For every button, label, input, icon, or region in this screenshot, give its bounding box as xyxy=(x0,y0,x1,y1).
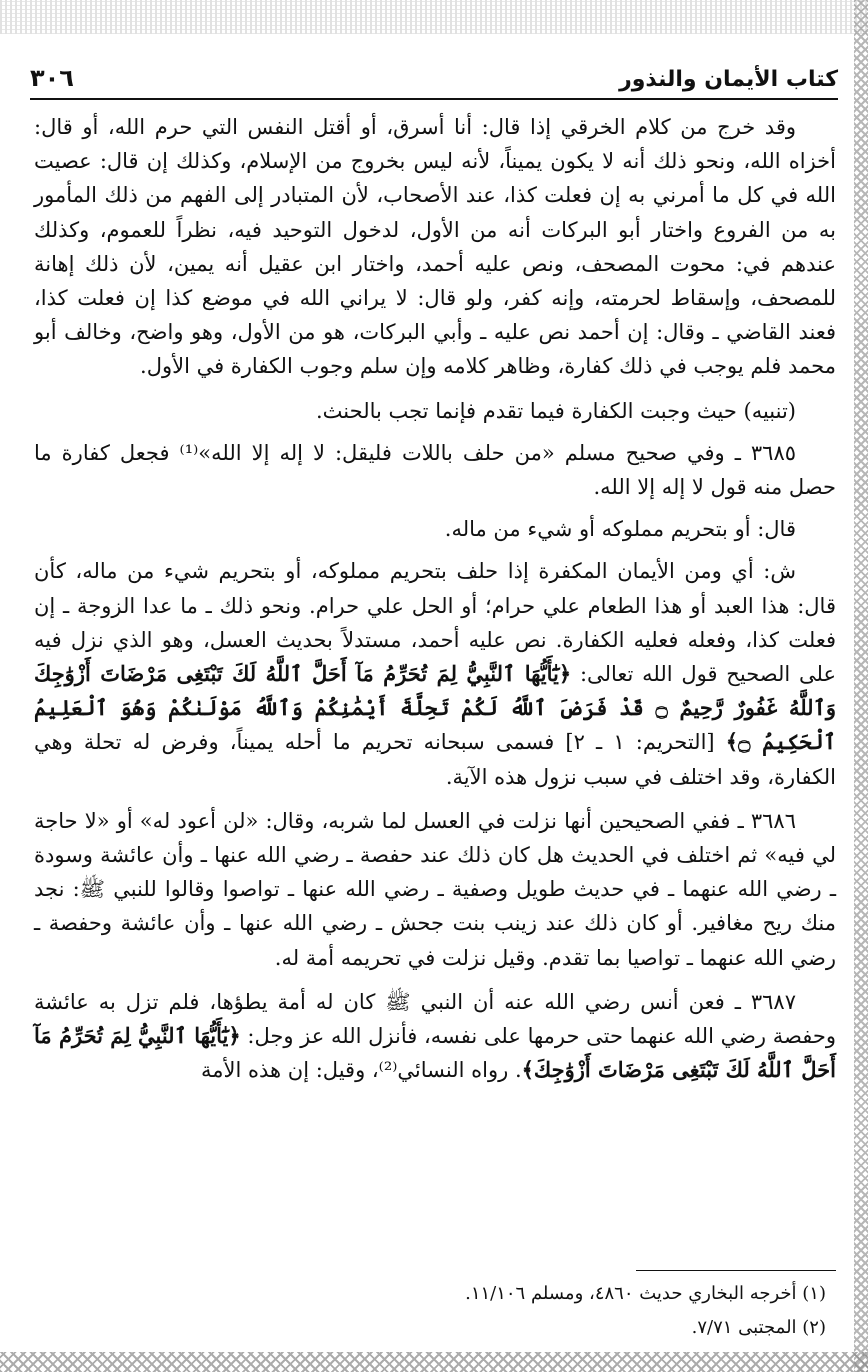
footnote-2: (٢) المجتبى ٧/٧١. xyxy=(691,1317,826,1338)
paragraph-hadith-3687 xyxy=(34,985,836,1088)
quran-verse-tahrim-1-2: ﴿يَٰٓأَيُّهَا ٱلنَّبِيُّ لِمَ تُحَرِّمُ مَآ أَحَلَّ ٱللَّهُ لَكَ تَبْتَغِى مَرْضَاتَ أَزْوَٰجِكَ وَٱللَّهُ غَفُورٌ رَّحِيمٌ ۝ قَدْ فَرَضَ ٱللَّهُ لَكُمْ تَحِلَّةَ أَيْمَٰنِكُمْ وَٱللَّهُ مَوْلَىٰكُمْ وَهُوَ ٱلْعَلِيمُ ٱلْحَكِيمُ ۝﴾ xyxy=(34,661,837,755)
paragraph-matn: قال: أو بتحريم مملوكه أو شيء من ماله. xyxy=(444,517,796,542)
book-title: كتاب الأيمان والنذور xyxy=(619,67,838,92)
page-body xyxy=(34,110,836,1097)
paragraph-hadith-3685: ٣٦٨٥ ـ وفي صحيح مسلم «من حلف باللات فليقل: لا إله إلا الله»⁽¹⁾ فجعل كفارة ما حصل منه قول لا إله إلا الله. xyxy=(34,440,836,500)
hadith-3687-text-b: . رواه النسائي⁽²⁾، وقيل: إن هذه الأمة xyxy=(201,1058,522,1083)
footnote-1: (١) أخرجه البخاري حديث ٤٨٦٠، ومسلم ١١/١٠٦. xyxy=(465,1283,826,1304)
footnotes xyxy=(34,1270,836,1345)
page-header xyxy=(30,52,838,100)
paragraph-sharh xyxy=(34,554,836,793)
sharh-text-b: [التحريم: ١ ـ ٢] فسمى سبحانه تحريم ما أحله يميناً، وفرض له تحلة وهي الكفارة، وقد اختلف في سبب نزول هذه الآية. xyxy=(34,730,836,789)
hadith-3687-text-a: ٣٦٨٧ ـ فعن أنس رضي الله عنه أن النبي ﷺ كان له أمة يطؤها، فلم تزل به عائشة وحفصة رضي الله عنهما حتى حرمها على نفسه، فأنزل الله عز وجل: xyxy=(34,989,836,1049)
paragraph-intro: وقد خرج من كلام الخرقي إذا قال: أنا أسرق، أو أقتل النفس التي حرم الله، أو قال: أخزاه الله، ونحو ذلك أنه لا يكون يميناً، لأنه ليس بخروج من الإسلام، وكذلك إن قال: عصيت الله في كل ما أمرني به إن فعلت كذا، عند الأصحاب، لأن المتبادر إلى الفهم من ذلك المأمور به من الفروع واختار أبو البركات أنه من الأول، لدخول التوحيد فيه، نظراً للعموم، وكذلك عندهم في: محوت المصحف، ونص عليه أحمد، واختار ابن عقيل أنه يمين، لأن ذلك إهانة للمصحف، وإسقاط لحرمته، وإنه كفر، ولو قال: لا يراني الله في موضع كذا إن فعلت كذا، فعند القاضي ـ وقال: إن أحمد نص عليه ـ وأبي البركات، هو من الأول، وهو واضح، وخالف أبو محمد فلم يوجب في ذلك كفارة، وظاهر كلامه وإن سلم وجوب الكفارة في الأول. xyxy=(34,115,836,379)
page-number: ٣٠٦ xyxy=(30,64,74,92)
decorative-border-right xyxy=(854,0,868,1372)
sharh-text-a: ش: أي ومن الأيمان المكفرة إذا حلف بتحريم مملوكه، أو بتحريم شيء من ماله، كأن قال: هذا العبد أو هذا الطعام علي حرام؛ أو الحل علي حرام. ونحو ذلك ـ ما عدا الزوجة ـ إن فعلت كذا، وفعله فعليه الكفارة. نص عليه أحمد، مستدلاً بحديث العسل، وهو الذي نزل فيه على الصحيح قول الله تعالى: xyxy=(34,559,836,687)
decorative-border-top xyxy=(0,0,868,34)
quran-verse-tahrim-1: ﴿يَٰٓأَيُّهَا ٱلنَّبِيُّ لِمَ تُحَرِّمُ مَآ أَحَلَّ ٱللَّهُ لَكَ تَبْتَغِى مَرْضَاتَ أَزْوَٰجِكَ﴾ xyxy=(34,1023,836,1083)
paragraph-hadith-3686: ٣٦٨٦ ـ ففي الصحيحين أنها نزلت في العسل لما شربه، وقال: «لن أعود له» أو «لا حاجة لي فيه» ثم اختلف في الحديث هل كان ذلك عند حفصة ـ رضي الله عنها ـ وأن عائشة وسودة ـ رضي الله عنهما ـ في حديث طويل وصفية ـ رضي الله عنها ـ تواصوا وقالوا للنبي ﷺ: نجد منك ريح مغافير. أو كان ذلك عند زينب بنت جحش ـ رضي الله عنها ـ وأن عائشة وحفصة ـ رضي الله عنهما ـ تواصيا بما تقدم. وقيل نزلت في تحريمه أمة له. xyxy=(34,808,836,970)
footnote-divider xyxy=(636,1270,836,1271)
paragraph-tanbih: (تنبيه) حيث وجبت الكفارة فيما تقدم فإنما تجب بالحنث. xyxy=(316,398,796,423)
decorative-border-bottom xyxy=(0,1352,868,1372)
